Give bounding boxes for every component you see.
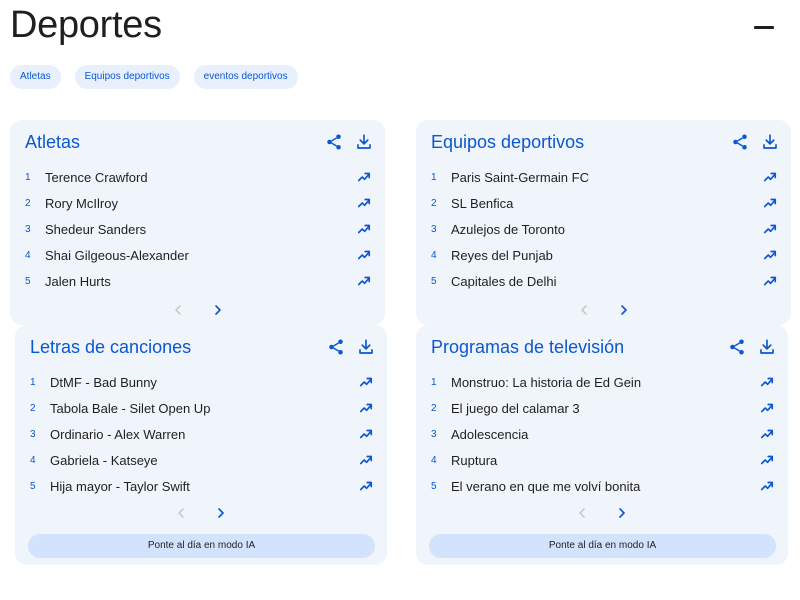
item-name: Tabola Bale - Silet Open Up [50,400,211,416]
chevron-left-icon[interactable] [574,505,590,521]
trending-up-icon [357,170,371,184]
trending-up-icon [760,479,774,493]
rank-number: 2 [431,402,437,414]
list-item[interactable] [25,268,371,294]
list-item[interactable] [431,242,777,268]
rank-number: 5 [431,275,437,287]
list-item[interactable] [431,473,774,499]
list-item[interactable] [431,369,774,395]
rank-number: 2 [431,197,437,209]
download-icon[interactable] [355,133,373,151]
download-icon[interactable] [357,338,375,356]
chevron-left-icon[interactable] [576,302,592,318]
card-title: Programas de televisión [431,337,625,357]
item-name: El verano en que me volví bonita [451,478,641,494]
page-title: Deportes [10,4,162,46]
list-item[interactable] [431,216,777,242]
rank-number: 3 [431,428,437,440]
card-atletas [10,120,385,325]
download-icon[interactable] [761,133,779,151]
trending-up-icon [760,453,774,467]
rank-number: 3 [25,223,31,235]
item-name: Rory McIlroy [45,195,118,211]
pagination [10,302,385,318]
item-name: Terence Crawford [45,169,148,185]
rank-number: 3 [431,223,437,235]
chip-atletas[interactable]: Atletas [10,65,61,89]
collapse-button[interactable] [752,18,778,38]
trending-up-icon [760,401,774,415]
trending-up-icon [763,170,777,184]
chevron-right-icon[interactable] [213,505,229,521]
list-item[interactable] [431,190,777,216]
chevron-right-icon[interactable] [616,302,632,318]
trending-up-icon [763,196,777,210]
rank-number: 5 [25,275,31,287]
pagination [416,505,788,521]
list-item[interactable] [25,216,371,242]
list-item[interactable] [431,268,777,294]
rank-number: 5 [30,480,36,492]
rank-number: 3 [30,428,36,440]
trend-list [431,164,777,294]
item-name: Hija mayor - Taylor Swift [50,478,190,494]
share-icon[interactable] [728,338,746,356]
trending-up-icon [357,248,371,262]
rank-number: 2 [25,197,31,209]
chevron-left-icon[interactable] [173,505,189,521]
card-programas-de-television [416,325,788,565]
category-chips [10,65,298,89]
trend-list [25,164,371,294]
rank-number: 1 [431,171,437,183]
ai-mode-button[interactable]: Ponte al día en modo IA [429,534,776,558]
rank-number: 2 [30,402,36,414]
list-item[interactable] [431,164,777,190]
list-item[interactable] [25,164,371,190]
item-name: Paris Saint-Germain FC [451,169,589,185]
rank-number: 4 [30,454,36,466]
trending-up-icon [359,453,373,467]
rank-number: 4 [431,249,437,261]
item-name: DtMF - Bad Bunny [50,374,157,390]
chevron-right-icon[interactable] [210,302,226,318]
card-equipos-deportivos [416,120,791,325]
trending-up-icon [357,274,371,288]
trending-up-icon [357,222,371,236]
rank-number: 4 [431,454,437,466]
item-name: Monstruo: La historia de Ed Gein [451,374,642,390]
trending-up-icon [359,375,373,389]
trending-up-icon [763,222,777,236]
chip-equipos-deportivos[interactable]: Equipos deportivos [75,65,180,89]
pagination [416,302,791,318]
chevron-left-icon[interactable] [170,302,186,318]
item-name: Azulejos de Toronto [451,221,565,237]
trending-up-icon [763,274,777,288]
rank-number: 4 [25,249,31,261]
list-item[interactable] [25,242,371,268]
trend-list [431,369,774,499]
trending-up-icon [760,427,774,441]
item-name: Shedeur Sanders [45,221,147,237]
list-item[interactable] [431,447,774,473]
trending-up-icon [357,196,371,210]
list-item[interactable] [30,395,373,421]
list-item[interactable] [30,369,373,395]
share-icon[interactable] [327,338,345,356]
trending-up-icon [359,479,373,493]
trending-up-icon [359,401,373,415]
minus-icon [754,26,774,29]
ai-mode-button[interactable]: Ponte al día en modo IA [28,534,375,558]
item-name: Adolescencia [451,426,529,442]
item-name: SL Benfica [451,195,514,211]
list-item[interactable] [30,447,373,473]
item-name: El juego del calamar 3 [451,400,580,416]
download-icon[interactable] [758,338,776,356]
card-title: Atletas [25,132,81,152]
rank-number: 5 [431,480,437,492]
item-name: Ordinario - Alex Warren [50,426,186,442]
item-name: Capitales de Delhi [451,273,557,289]
list-item[interactable] [431,421,774,447]
card-title: Equipos deportivos [431,132,585,152]
trending-up-icon [763,248,777,262]
item-name: Shai Gilgeous-Alexander [45,247,189,263]
list-item[interactable] [30,421,373,447]
pagination [15,505,387,521]
list-item[interactable] [25,190,371,216]
item-name: Reyes del Punjab [451,247,553,263]
item-name: Ruptura [451,452,498,468]
card-letras-de-canciones [15,325,387,565]
list-item[interactable] [30,473,373,499]
item-name: Gabriela - Katseye [50,452,158,468]
rank-number: 1 [30,376,36,388]
item-name: Jalen Hurts [45,273,111,289]
trending-up-icon [359,427,373,441]
trending-up-icon [760,375,774,389]
rank-number: 1 [25,171,31,183]
rank-number: 1 [431,376,437,388]
chip-eventos-deportivos[interactable]: eventos deportivos [194,65,298,89]
card-title: Letras de canciones [30,337,192,357]
share-icon[interactable] [731,133,749,151]
list-item[interactable] [431,395,774,421]
chevron-right-icon[interactable] [614,505,630,521]
trend-list [30,369,373,499]
share-icon[interactable] [325,133,343,151]
